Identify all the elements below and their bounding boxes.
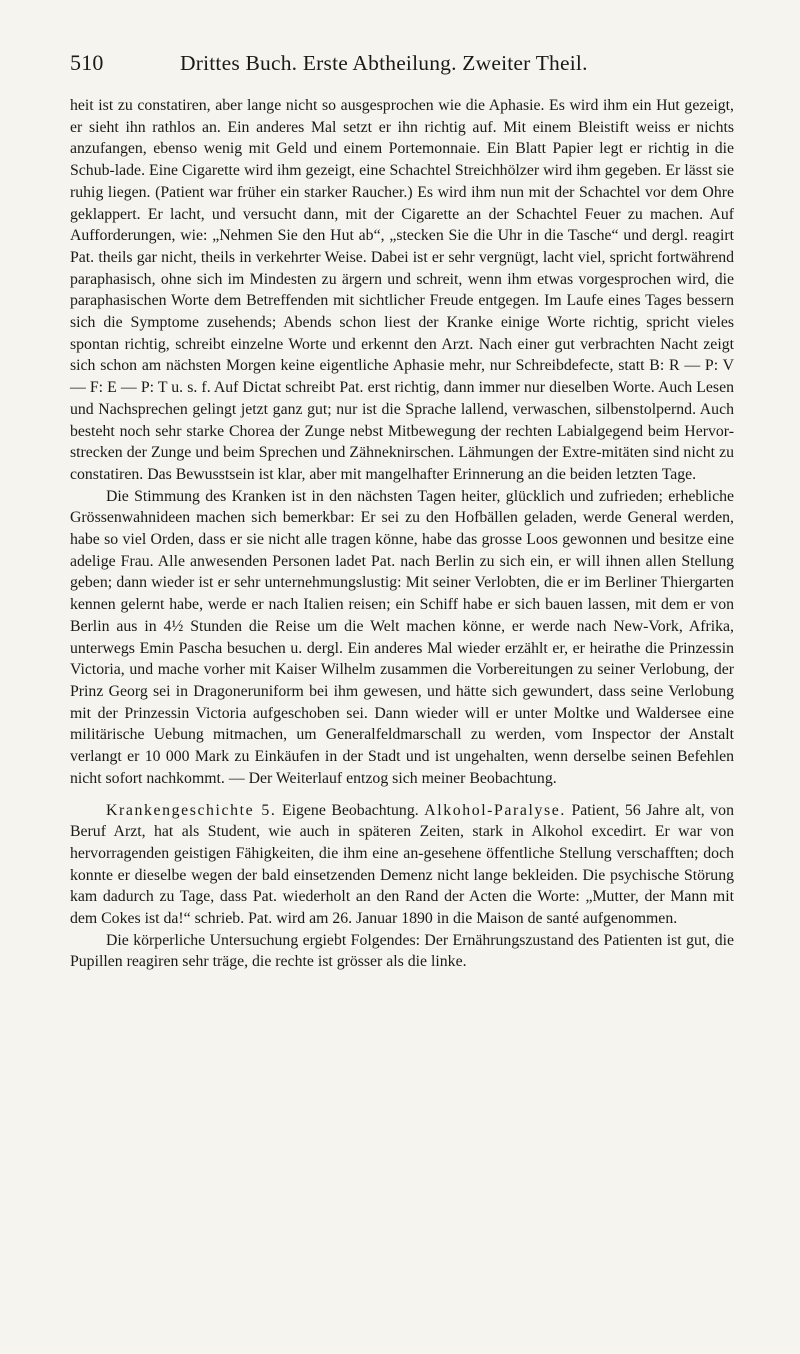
paragraph-2: Die Stimmung des Kranken ist in den nächsten Tagen heiter, glücklich und zufrieden; erhebliche Grössenwahnideen machen sich bemerkbar: Er sei zu den Hofbällen geladen, werde General werden, habe so viel Orden, dass er sie nicht alle tragen könne, habe das grosse Loos gewonnen und besitze eine adelige Frau. Alle anwesenden Personen ladet Pat. nach Berlin zu sich ein, er will ihnen allen Stellung geben; dann wieder ist er sehr unternehmungslustig: Mit seiner Verlobten, die er im Berliner Thiergarten kennen gelernt habe, werde er nach Italien reisen; ein Schiff habe er sich bauen lassen, mit dem er von Berlin aus in 4½ Stunden die Reise um die Welt machen könne, er werde nach New-Vork, Afrika, unterwegs Emin Pascha besuchen u. dergl. Ein anderes Mal wieder erzählt er, er heirathe die Prinzessin Victoria, und mache vorher mit Kaiser Wilhelm zusammen die Vorbereitungen zu seiner Verlobung, der Prinz Georg sei in Dragoneruniform bei ihm gewesen, und hätte sich gewundert, dass seine Verlobung mit der Prinzessin Victoria aufgeschoben sei. Dann wieder will er unter Moltke und Waldersee eine militärische Uebung mitmachen, um Generalfeldmarschall zu werden, vom Inspector der Anstalt verlangt er 10 000 Mark zu Einkäufen in der Stadt und ist ungehalten, wenn derselbe seinen Befehlen nicht sofort nachkommt. — Der Weiterlauf entzog sich meiner Beobachtung. (70, 487, 734, 787)
case-history-5-paragraph (70, 800, 734, 930)
case-history-text: Patient, 56 Jahre alt, von Beruf Arzt, hat als Student, wie auch in späteren Zeiten, stark in Alkohol excedirt. Er war von hervorragenden geistigen Fähigkeiten, die ihm eine an-gesehene öffentliche Stellung verschafften; doch konnte er dieselbe wegen der bald einsetzenden Demenz nicht lange bekleiden. Die psychische Störung kam dadurch zu Tage, dass Pat. wiederholt an den Rand der Acten die Worte: „Mutter, der Mann mit dem Cokes ist da!“ schrieb. Pat. wird am 26. Januar 1890 in die Maison de santé aufgenommen. (70, 801, 734, 928)
case-history-diagnosis: Alkohol-Paralyse. (424, 801, 566, 819)
case-history-source: Eigene Beobachtung. (276, 801, 425, 819)
paragraph-4: Die körperliche Untersuchung ergiebt Folgendes: Der Ernährungszustand des Patienten ist gut, die Pupillen reagiren sehr träge, die rechte ist grösser als die linke. (70, 931, 734, 971)
running-head (70, 50, 734, 76)
case-history-heading: Krankengeschichte 5. (106, 801, 277, 819)
body-text (70, 95, 734, 973)
running-head-title: Drittes Buch. Erste Abtheilung. Zweiter Theil. (180, 51, 588, 75)
paragraph-1: heit ist zu constatiren, aber lange nicht so ausgesprochen wie die Aphasie. Es wird ihm ein Hut gezeigt, er sieht ihn rathlos an. Ein anderes Mal setzt er ihn richtig auf. Mit einem Bleistift weiss er nichts anzufangen, ebenso wenig mit Geld und einem Portemonnaie. Ein Blatt Papier legt er richtig in die Schub-lade. Eine Cigarette wird ihm gezeigt, eine Schachtel Streichhölzer wird ihm gegeben. Er lässt sie ruhig liegen. (Patient war früher ein starker Raucher.) Es wird ihm nun mit der Schachtel vor dem Ohre geklappert. Er lacht, und versucht dann, mit der Cigarette an der Schachtel Feuer zu machen. Auf Aufforderungen, wie: „Nehmen Sie den Hut ab“, „stecken Sie die Uhr in die Tasche“ und dergl. reagirt Pat. theils gar nicht, theils in verkehrter Weise. Dabei ist er sehr vergnügt, lacht viel, spricht fortwährend paraphasisch, ohne sich im Mindesten zu ärgern und schreit, wenn ihm etwas vorgesprochen wird, die paraphasischen Worte dem Betreffenden mit sichtlicher Freude entgegen. Im Laufe eines Tages bessern sich die Symptome zusehends; Abends schon liest der Kranke einige Worte richtig, spricht vieles spontan richtig, schreibt einzelne Worte und erkennt den Arzt. Nach einer gut verbrachten Nacht zeigt sich schon am nächsten Morgen keine eigentliche Aphasie mehr, nur Schreibdefecte, statt B: R — P: V — F: E — P: T u. s. f. Auf Dictat schreibt Pat. erst richtig, dann immer nur dieselben Worte. Auch Lesen und Nachsprechen gelingt jetzt ganz gut; nur ist die Sprache lallend, verwaschen, silbenstolpernd. Auch besteht noch sehr starke Chorea der Zunge nebst Mitbewegung der rechten Labialgegend beim Hervor-strecken der Zunge und beim Sprechen und Zähneknirschen. Lähmungen der Extre-mitäten sind nicht zu constatiren. Das Bewusstsein ist klar, aber mit mangelhafter Erinnerung an die beiden letzten Tage. (70, 97, 734, 483)
page-number: 510 (70, 50, 104, 75)
